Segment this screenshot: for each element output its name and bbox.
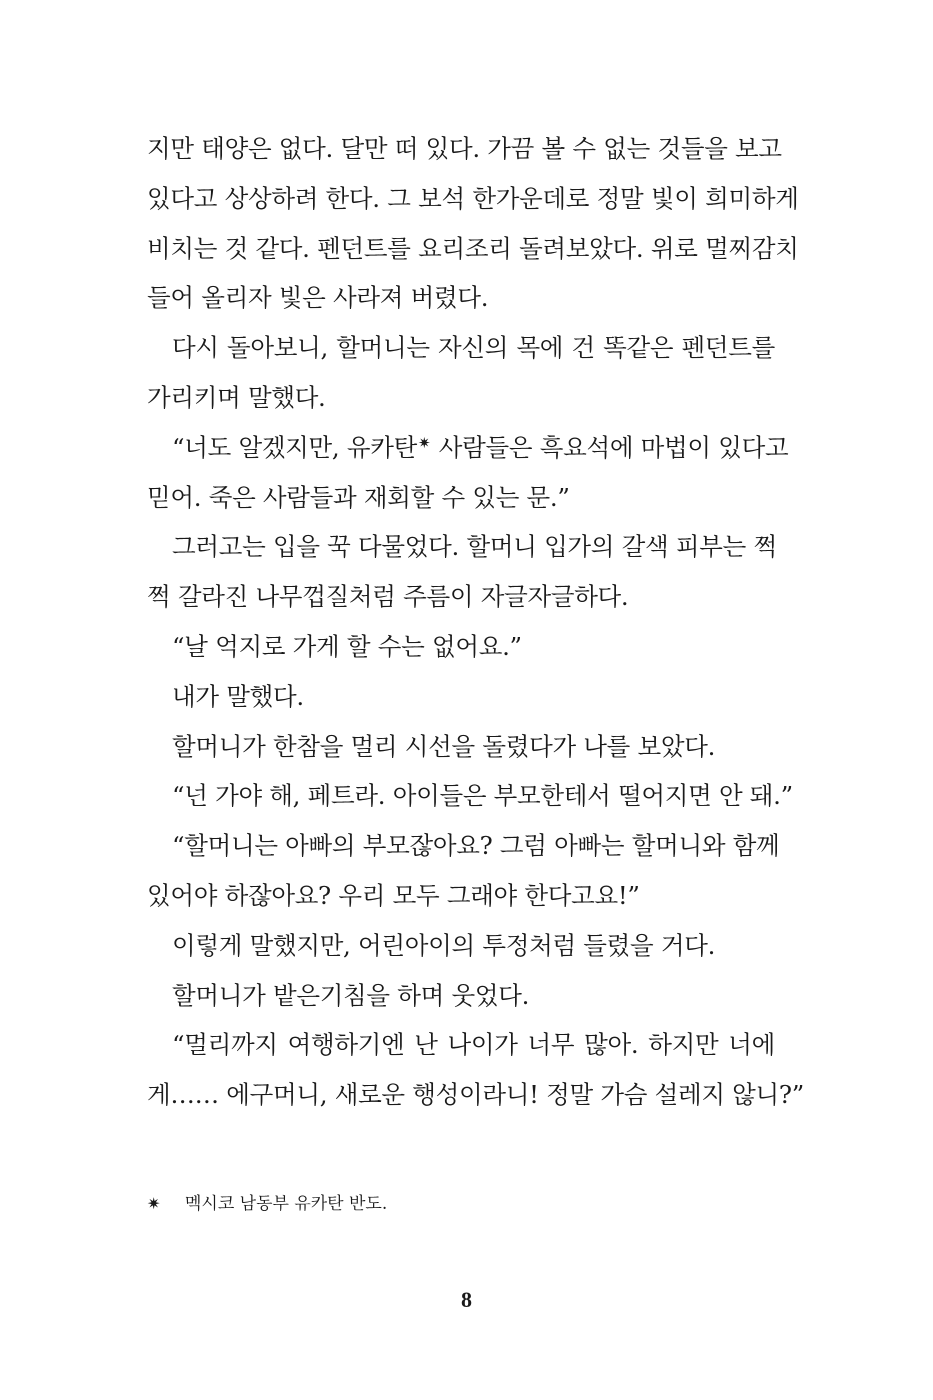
- text-line: 들어 올리자 빛은 사라져 버렸다.: [147, 283, 489, 313]
- footnote: [147, 1190, 387, 1218]
- text-line: 가리키며 말했다.: [147, 382, 326, 412]
- text-line: 비치는 것 같다. 펜던트를 요리조리 돌려보았다. 위로 멀찌감치: [147, 233, 799, 263]
- footnote-text: 멕시코 남동부 유카탄 반도.: [185, 1194, 388, 1214]
- footnote-star-icon: ✷: [147, 1194, 161, 1213]
- text-line: 다시 돌아보니, 할머니는 자신의 목에 건 똑같은 펜던트를: [172, 333, 775, 363]
- text-line: 쩍 갈라진 나무껍질처럼 주름이 자글자글하다.: [147, 582, 629, 612]
- text-line: “날 억지로 가게 할 수는 없어요.”: [172, 631, 522, 661]
- text-line: “멀리까지 여행하기엔 난 나이가 너무 많아. 하지만 너에: [172, 1030, 775, 1060]
- footnote-marker-icon[interactable]: ✷: [418, 433, 431, 452]
- text-line: 할머니가 밭은기침을 하며 웃었다.: [172, 980, 530, 1010]
- text-line: 믿어. 죽은 사람들과 재회할 수 있는 문.”: [147, 482, 570, 512]
- text-line: “넌 가야 해, 페트라. 아이들은 부모한테서 떨어지면 안 돼.”: [172, 781, 793, 811]
- text-line: 이렇게 말했지만, 어린아이의 투정처럼 들렸을 거다.: [172, 930, 716, 960]
- text-line: 지만 태양은 없다. 달만 떠 있다. 가끔 볼 수 없는 것들을 보고: [147, 134, 782, 163]
- text-line: “할머니는 아빠의 부모잖아요? 그럼 아빠는 할머니와 함께: [172, 831, 780, 861]
- page-number: 8: [461, 1287, 472, 1312]
- text-line: 있어야 하잖아요? 우리 모두 그래야 한다고요!”: [147, 880, 640, 910]
- text-segment: “너도 알겠지만, 유카탄: [172, 432, 417, 462]
- text-line: [147, 423, 789, 473]
- text-segment: 사람들은 흑요석에 마법이 있다고: [431, 432, 789, 462]
- text-line: 있다고 상상하려 한다. 그 보석 한가운데로 정말 빛이 희미하게: [147, 183, 799, 213]
- text-line: 그러고는 입을 꾹 다물었다. 할머니 입가의 갈색 피부는 쩍: [172, 532, 777, 562]
- body-text: [147, 124, 804, 1120]
- text-line: 할머니가 한참을 멀리 시선을 돌렸다가 나를 보았다.: [172, 731, 716, 761]
- text-line: 내가 말했다.: [172, 681, 304, 711]
- text-line: 게…… 에구머니, 새로운 행성이라니! 정말 가슴 설레지 않니?”: [147, 1080, 804, 1110]
